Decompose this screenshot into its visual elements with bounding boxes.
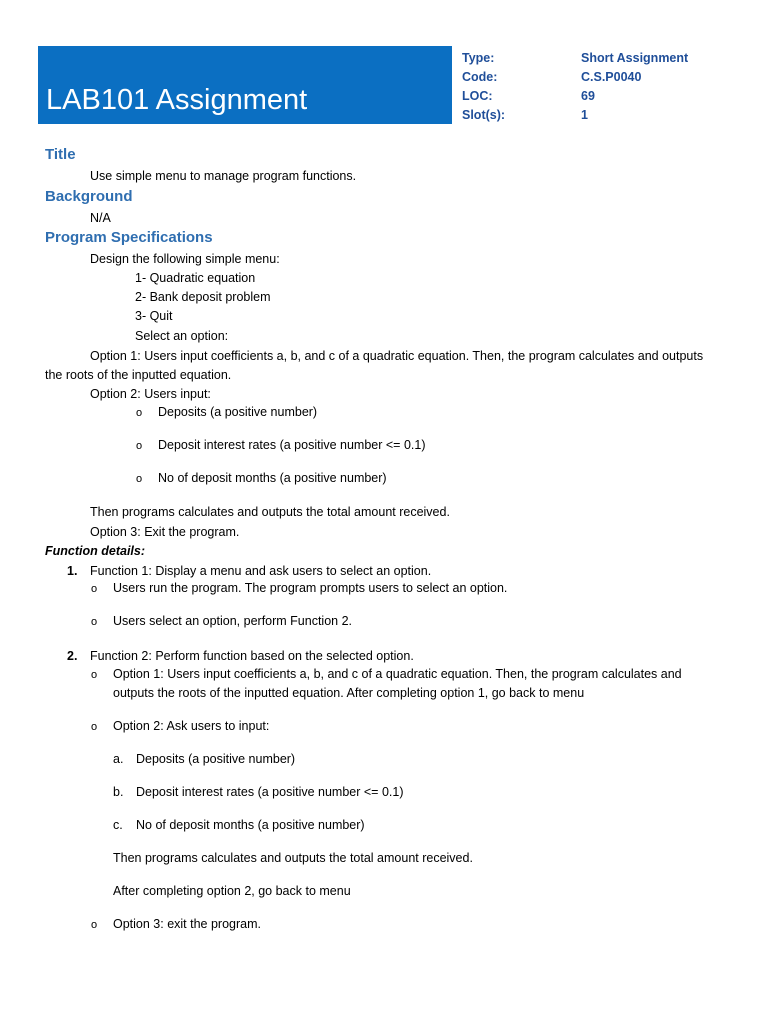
function2-option1-line2: outputs the roots of the inputted equation. After completing option 1, go back to menu <box>113 686 585 700</box>
heading-function-details: Function details: <box>45 544 145 558</box>
option2-input-3: No of deposit months (a positive number) <box>158 471 387 485</box>
header-banner <box>38 46 452 124</box>
function2-option2: Option 2: Ask users to input: <box>113 719 270 733</box>
bullet-icon: o <box>91 919 98 931</box>
function2-option1-line1: Option 1: Users input coefficients a, b, and c of a quadratic equation. Then, the program calculates and <box>113 667 682 681</box>
meta-code-value: C.S.P0040 <box>581 70 642 84</box>
function2-number: 2. <box>67 649 78 663</box>
function2-option3: Option 3: exit the program. <box>113 917 261 931</box>
function2-title: Function 2: Perform function based on the selected option. <box>90 649 414 663</box>
option2-letter-c: c. <box>113 818 123 832</box>
meta-slots-value: 1 <box>581 108 588 122</box>
function1-bullet-1: Users run the program. The program prompts users to select an option. <box>113 581 508 595</box>
bullet-icon: o <box>91 669 98 681</box>
function1-bullet-2: Users select an option, perform Function 2. <box>113 614 353 628</box>
bullet-icon: o <box>91 721 98 733</box>
option2-input-2: Deposit interest rates (a positive number <= 0.1) <box>158 438 426 452</box>
title-text: Use simple menu to manage program functions. <box>90 169 357 183</box>
option2-input-1: Deposits (a positive number) <box>158 405 318 419</box>
option2-intro: Option 2: Users input: <box>90 387 211 401</box>
option3-text: Option 3: Exit the program. <box>90 525 240 539</box>
meta-code-label: Code: <box>462 70 498 84</box>
meta-type-label: Type: <box>462 51 495 65</box>
option1-line1: Option 1: Users input coefficients a, b, and c of a quadratic equation. Then, the program calculates and outputs <box>90 349 704 363</box>
option2-item-c: No of deposit months (a positive number) <box>136 818 365 832</box>
specs-then-text: Then programs calculates and outputs the total amount received. <box>90 505 450 519</box>
bullet-icon: o <box>136 407 143 419</box>
option2-item-a: Deposits (a positive number) <box>136 752 296 766</box>
meta-slots-label: Slot(s): <box>462 108 506 122</box>
heading-background: Background <box>45 188 133 205</box>
function1-title: Function 1: Display a menu and ask users to select an option. <box>90 564 432 578</box>
meta-loc-label: LOC: <box>462 89 493 103</box>
background-text: N/A <box>90 211 111 225</box>
meta-loc-value: 69 <box>581 89 595 103</box>
heading-program-specifications: Program Specifications <box>45 229 213 246</box>
specs-intro: Design the following simple menu: <box>90 252 280 266</box>
bullet-icon: o <box>91 583 98 595</box>
function2-after-text: After completing option 2, go back to menu <box>113 884 351 898</box>
option2-letter-a: a. <box>113 752 124 766</box>
bullet-icon: o <box>136 473 143 485</box>
heading-title: Title <box>45 146 76 163</box>
option2-letter-b: b. <box>113 785 124 799</box>
document-title: LAB101 Assignment <box>46 84 308 116</box>
menu-item-1: 1- Quadratic equation <box>135 271 256 285</box>
bullet-icon: o <box>136 440 143 452</box>
meta-type-value: Short Assignment <box>581 51 689 65</box>
function1-number: 1. <box>67 564 78 578</box>
menu-item-2: 2- Bank deposit problem <box>135 290 271 304</box>
bullet-icon: o <box>91 616 98 628</box>
option1-line2: the roots of the inputted equation. <box>45 368 232 382</box>
option2-item-b: Deposit interest rates (a positive number <= 0.1) <box>136 785 404 799</box>
menu-item-3: 3- Quit <box>135 309 173 323</box>
menu-prompt: Select an option: <box>135 329 229 343</box>
function2-then-text: Then programs calculates and outputs the total amount received. <box>113 851 473 865</box>
